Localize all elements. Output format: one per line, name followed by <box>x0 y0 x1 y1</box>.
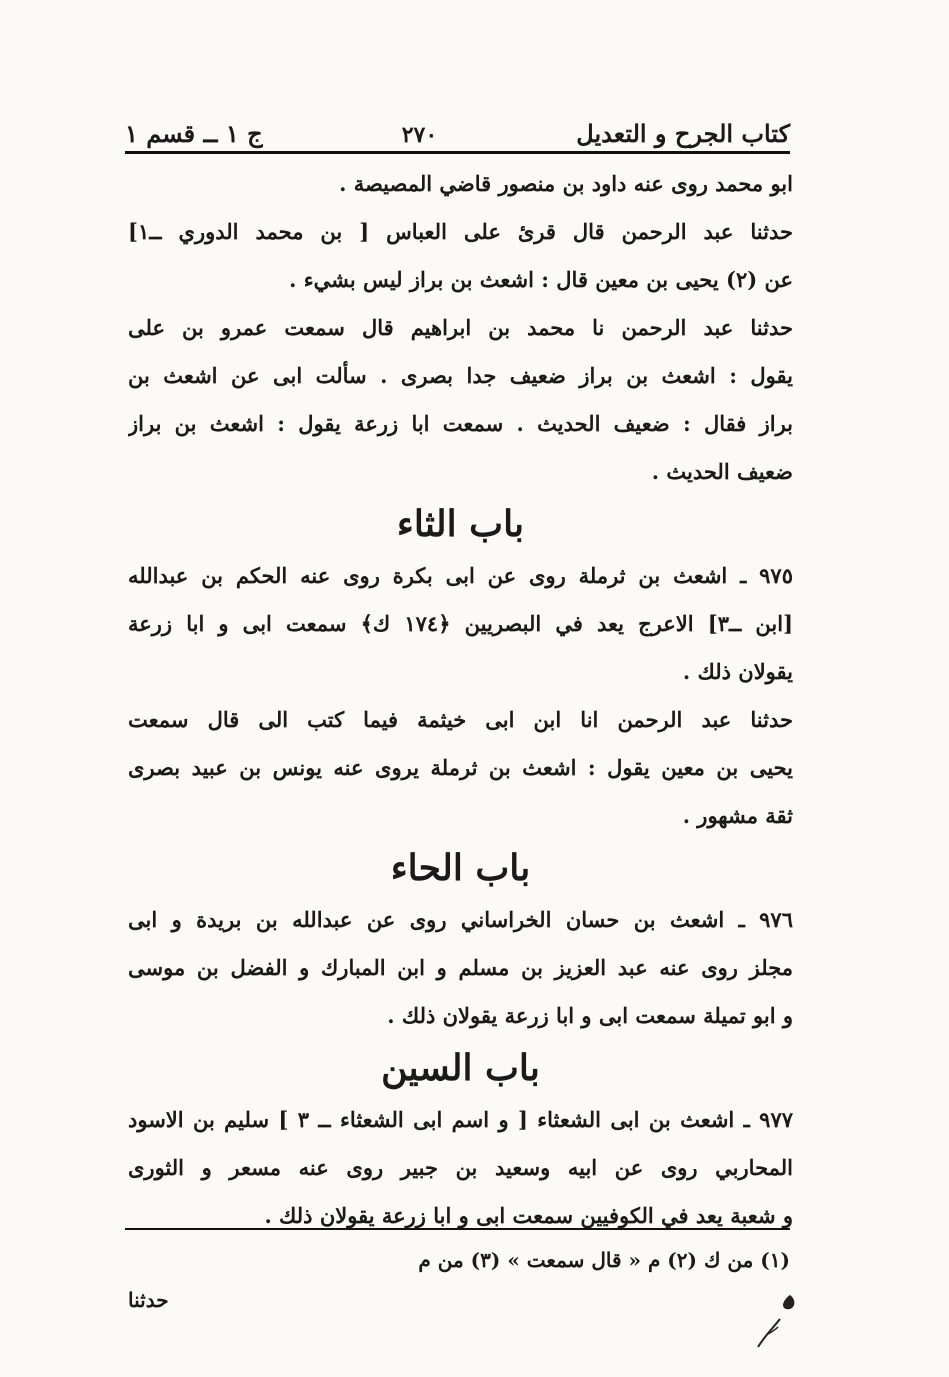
text-line: ٩٧٥ ـ اشعث بن ثرملة روى عن ابى بكرة روى عنه الحكم بن عبدالله <box>128 563 793 588</box>
paragraph <box>128 1096 793 1240</box>
paragraph <box>128 208 793 304</box>
footnotes <box>128 1240 790 1320</box>
text-line: ٩٧٦ ـ اشعث بن حسان الخراساني روى عن عبدالله بن بريدة و ابى <box>128 907 793 932</box>
text-line: براز فقال : ضعيف الحديث . سمعت ابا زرعة يقول : اشعث بن براز <box>128 411 793 436</box>
paragraph <box>128 896 793 1040</box>
section-heading: باب السين <box>381 1047 540 1089</box>
text-line: ابو محمد روى عنه داود بن منصور قاضي المصيصة . <box>339 171 793 196</box>
footnote-line: (١) من ك (٢) م « قال سمعت » (٣) من م <box>418 1248 790 1272</box>
paragraph <box>128 304 793 496</box>
paragraph <box>128 552 793 696</box>
text-line: يحيى بن معين يقول : اشعث بن ثرملة يروى عنه يونس بن عبيد بصرى <box>128 755 793 780</box>
volume-part: ج ١ ــ قسم ١ <box>125 119 263 148</box>
text-line: عن (٢) يحيى بن معين قال : اشعث بن براز ليس بشيء . <box>289 267 793 292</box>
section-heading: باب الحاء <box>390 847 531 889</box>
text-line: و ابو تميلة سمعت ابى و ابا زرعة يقولان ذلك . <box>387 1003 793 1028</box>
text-line: المحاربي روى عن ابيه وسعيد بن جبير روى عنه مسعر و الثورى <box>128 1155 793 1180</box>
ink-mark <box>750 1285 810 1355</box>
paragraph <box>128 160 793 208</box>
text-line: حدثنا عبد الرحمن قال قرئ على العباس [ بن محمد الدوري ــ١] <box>128 219 793 244</box>
text-line: ضعيف الحديث . <box>651 459 793 484</box>
text-line: مجلز روى عنه عبد العزيز بن مسلم و ابن المبارك و الفضل بن موسى <box>128 955 793 980</box>
text-line: يقول : اشعث بن براز ضعيف جدا بصرى . سألت ابى عن اشعث بن <box>128 363 793 388</box>
text-line: ثقة مشهور . <box>682 803 793 828</box>
catchword: حدثنا <box>128 1288 169 1312</box>
paragraph <box>128 696 793 840</box>
section-heading: باب الثاء <box>396 503 525 545</box>
main-text <box>128 160 793 1240</box>
footnote-rule <box>125 1228 790 1230</box>
book-title: كتاب الجرح و التعديل <box>576 119 790 148</box>
running-header <box>125 98 790 148</box>
header-rule <box>125 151 790 154</box>
text-line: حدثنا عبد الرحمن نا محمد بن ابراهيم قال سمعت عمرو بن على <box>128 315 793 340</box>
text-line: [ابن ــ٣] الاعرج يعد في البصريين ﴿١٧٤ ك﴾ سمعت ابى و ابا زرعة <box>128 611 793 636</box>
text-line: حدثنا عبد الرحمن انا ابن ابى خيثمة فيما كتب الى قال سمعت <box>128 707 793 732</box>
page-number: ٢٧٠ <box>401 122 438 148</box>
text-line: ٩٧٧ ـ اشعث بن ابى الشعثاء [ و اسم ابى الشعثاء ــ ٣ ] سليم بن الاسود <box>128 1107 793 1132</box>
text-line: و شعبة يعد في الكوفيين سمعت ابى و ابا زرعة يقولان ذلك . <box>264 1203 793 1228</box>
text-line: يقولان ذلك . <box>682 659 793 684</box>
